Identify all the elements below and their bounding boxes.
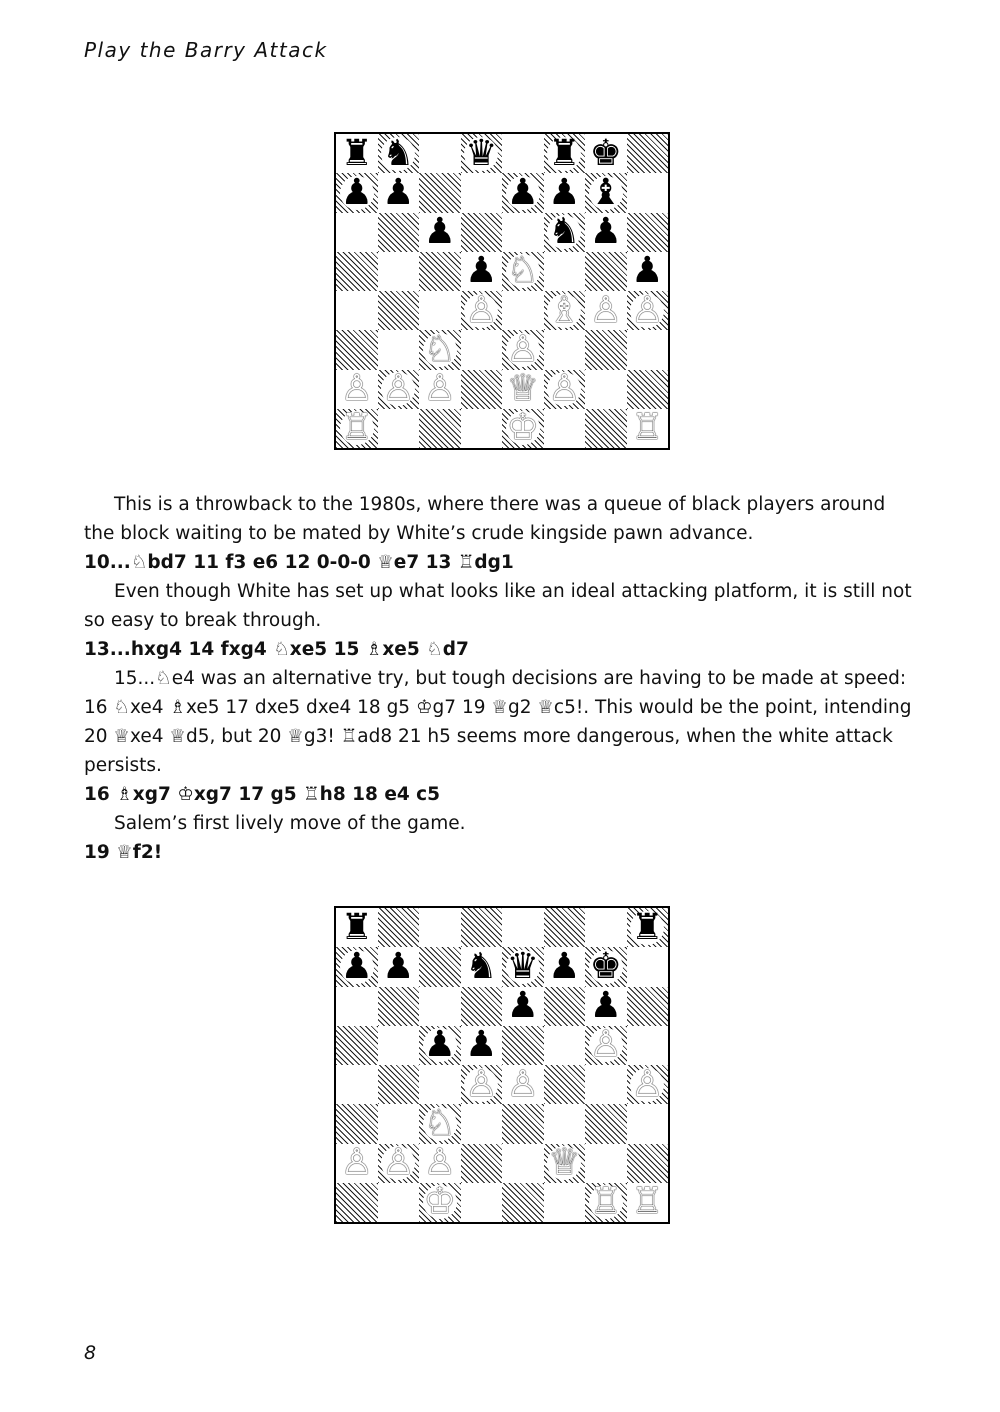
board-square (419, 370, 461, 409)
piece-backing (547, 945, 581, 987)
white-king-icon: ♔ (423, 1181, 456, 1223)
board-square (336, 134, 378, 173)
board-square (419, 1065, 461, 1104)
board-square (336, 1183, 378, 1222)
board-square (627, 252, 669, 291)
board-square (336, 409, 378, 448)
board-square (419, 173, 461, 212)
board-square (419, 1183, 461, 1222)
piece-backing (464, 1024, 498, 1066)
board-square (419, 409, 461, 448)
white-bishop-icon: ♗ (548, 289, 581, 331)
piece-backing (589, 1181, 623, 1223)
white-king-icon: ♔ (506, 407, 539, 449)
board-square (585, 173, 627, 212)
board-square (502, 252, 544, 291)
move-line: 13...hxg4 14 fxg4 ♘xe5 15 ♗xe5 ♘d7 (84, 639, 469, 660)
board-square (585, 1065, 627, 1104)
white-pawn-icon: ♙ (382, 368, 415, 410)
piece-backing (630, 250, 664, 292)
black-pawn-icon: ♟ (465, 250, 498, 292)
black-pawn-icon: ♟ (382, 171, 415, 213)
board-square (544, 134, 586, 173)
black-pawn-icon: ♟ (548, 171, 581, 213)
white-knight-icon: ♘ (506, 250, 539, 292)
board-square (585, 1144, 627, 1183)
piece-backing (423, 1181, 457, 1223)
piece-backing (547, 132, 581, 174)
board-square (502, 1026, 544, 1065)
board-square (544, 947, 586, 986)
piece-backing (547, 368, 581, 410)
white-pawn-icon: ♙ (340, 1142, 373, 1184)
board-square (461, 330, 503, 369)
board-square (627, 1144, 669, 1183)
piece-backing (340, 132, 374, 174)
piece-backing (423, 1142, 457, 1184)
board-square (378, 1183, 420, 1222)
board-square (461, 291, 503, 330)
board-square (585, 987, 627, 1026)
board-square (502, 1065, 544, 1104)
piece-backing (506, 368, 540, 410)
board-square (585, 330, 627, 369)
white-pawn-icon: ♙ (506, 1063, 539, 1105)
piece-backing (340, 945, 374, 987)
piece-backing (423, 328, 457, 370)
board-square (502, 1183, 544, 1222)
board-square (378, 291, 420, 330)
move-line: 16 ♗xg7 ♔xg7 17 g5 ♖h8 18 e4 c5 (84, 784, 441, 805)
black-knight-icon: ♞ (548, 211, 581, 253)
paragraph: This is a throwback to the 1980s, where there was a queue of black players around the block waiting to be mated by White’s crude kingside pawn advance. (84, 494, 886, 544)
piece-backing (423, 1102, 457, 1144)
board-square (502, 1144, 544, 1183)
board-square (627, 908, 669, 947)
white-pawn-icon: ♙ (340, 368, 373, 410)
piece-backing (340, 407, 374, 449)
white-rook-icon: ♖ (631, 407, 664, 449)
black-queen-icon: ♛ (506, 945, 539, 987)
board-square (378, 252, 420, 291)
board-square (544, 173, 586, 212)
board-square (336, 947, 378, 986)
piece-backing (630, 1181, 664, 1223)
paragraph: Even though White has set up what looks like an ideal attacking platform, it is still not so easy to break through. (84, 581, 912, 631)
piece-backing (381, 132, 415, 174)
black-pawn-icon: ♟ (340, 171, 373, 213)
board-square (544, 1026, 586, 1065)
piece-backing (464, 250, 498, 292)
piece-backing (630, 1063, 664, 1105)
board-square (461, 1026, 503, 1065)
white-pawn-icon: ♙ (465, 1063, 498, 1105)
white-rook-icon: ♖ (589, 1181, 622, 1223)
piece-backing (589, 171, 623, 213)
piece-backing (547, 1142, 581, 1184)
board-square (378, 213, 420, 252)
board-square (502, 1104, 544, 1143)
white-queen-icon: ♕ (548, 1142, 581, 1184)
board-square (627, 987, 669, 1026)
board-square (544, 409, 586, 448)
black-pawn-icon: ♟ (589, 985, 622, 1027)
board-square (502, 409, 544, 448)
white-pawn-icon: ♙ (382, 1142, 415, 1184)
board-square (336, 1144, 378, 1183)
board-square (419, 1104, 461, 1143)
black-pawn-icon: ♟ (548, 945, 581, 987)
white-pawn-icon: ♙ (423, 1142, 456, 1184)
white-pawn-icon: ♙ (465, 289, 498, 331)
black-king-icon: ♚ (589, 945, 622, 987)
piece-backing (589, 289, 623, 331)
board-square (336, 987, 378, 1026)
board-square (585, 947, 627, 986)
board-square (461, 1144, 503, 1183)
board-square (502, 987, 544, 1026)
board-square (461, 1183, 503, 1222)
white-pawn-icon: ♙ (631, 1063, 664, 1105)
board-square (461, 213, 503, 252)
board-square (585, 134, 627, 173)
board-square (461, 173, 503, 212)
board-square (419, 252, 461, 291)
board-square (461, 134, 503, 173)
board-square (336, 1104, 378, 1143)
board-square (585, 1026, 627, 1065)
board-square (378, 370, 420, 409)
piece-backing (589, 211, 623, 253)
board-square (336, 1065, 378, 1104)
board-square (627, 1065, 669, 1104)
black-rook-icon: ♜ (340, 132, 373, 174)
board-square (461, 252, 503, 291)
piece-backing (506, 1063, 540, 1105)
move-line: 10...♘bd7 11 f3 e6 12 0-0-0 ♕e7 13 ♖dg1 (84, 552, 514, 573)
board-square (378, 409, 420, 448)
board-square (419, 134, 461, 173)
black-bishop-icon: ♝ (589, 171, 622, 213)
piece-backing (381, 1142, 415, 1184)
board-square (627, 291, 669, 330)
piece-backing (340, 171, 374, 213)
piece-backing (630, 289, 664, 331)
piece-backing (547, 211, 581, 253)
piece-backing (547, 171, 581, 213)
white-knight-icon: ♘ (423, 328, 456, 370)
piece-backing (423, 368, 457, 410)
board-square (461, 908, 503, 947)
board-square (336, 291, 378, 330)
piece-backing (589, 132, 623, 174)
piece-backing (381, 368, 415, 410)
board-square (585, 213, 627, 252)
board-square (627, 1026, 669, 1065)
piece-backing (506, 171, 540, 213)
board-square (461, 1065, 503, 1104)
piece-backing (464, 1063, 498, 1105)
black-pawn-icon: ♟ (340, 945, 373, 987)
black-pawn-icon: ♟ (423, 1024, 456, 1066)
board-square (461, 409, 503, 448)
board-square (419, 947, 461, 986)
board-square (585, 252, 627, 291)
board-square (627, 134, 669, 173)
black-knight-icon: ♞ (465, 945, 498, 987)
board-square (378, 908, 420, 947)
board-square (419, 1144, 461, 1183)
white-pawn-icon: ♙ (506, 328, 539, 370)
board-square (419, 1026, 461, 1065)
board-square (544, 291, 586, 330)
board-square (544, 1144, 586, 1183)
white-knight-icon: ♘ (423, 1102, 456, 1144)
piece-backing (589, 1024, 623, 1066)
piece-backing (630, 906, 664, 948)
board-square (585, 291, 627, 330)
piece-backing (630, 407, 664, 449)
paragraph: 15...♘e4 was an alternative try, but tough decisions are having to be made at speed: 16 ♘xe4 ♗xe5 17 dxe5 dxe4 18 g5 ♔g7 19 ♕g2 ♕c5!. This would be the point, intending 20 ♕xe4 ♕d5, but 20 ♕g3! ♖ad8 21 h5 seems more dangerous, when the white attack persists. (84, 668, 912, 776)
white-rook-icon: ♖ (340, 407, 373, 449)
piece-backing (464, 289, 498, 331)
piece-backing (589, 945, 623, 987)
board-square (544, 908, 586, 947)
black-pawn-icon: ♟ (382, 945, 415, 987)
board-square (378, 1144, 420, 1183)
board-square (336, 908, 378, 947)
white-pawn-icon: ♙ (548, 368, 581, 410)
board-square (336, 330, 378, 369)
black-pawn-icon: ♟ (631, 250, 664, 292)
board-square (378, 1026, 420, 1065)
chess-diagram-1 (334, 132, 670, 450)
board-square (336, 370, 378, 409)
board-square (419, 330, 461, 369)
board-square (585, 1104, 627, 1143)
board-square (502, 908, 544, 947)
white-pawn-icon: ♙ (589, 1024, 622, 1066)
black-knight-icon: ♞ (382, 132, 415, 174)
board-square (336, 173, 378, 212)
paragraph: Salem’s first lively move of the game. (114, 813, 466, 834)
piece-backing (506, 250, 540, 292)
white-pawn-icon: ♙ (631, 289, 664, 331)
board-square (378, 173, 420, 212)
board-square (585, 370, 627, 409)
piece-backing (506, 985, 540, 1027)
board-square (544, 1183, 586, 1222)
black-rook-icon: ♜ (548, 132, 581, 174)
board-square (627, 370, 669, 409)
board-square (585, 1183, 627, 1222)
black-queen-icon: ♛ (465, 132, 498, 174)
board-square (502, 370, 544, 409)
board-square (544, 330, 586, 369)
board-square (502, 213, 544, 252)
board-square (502, 947, 544, 986)
board-square (627, 173, 669, 212)
piece-backing (423, 1024, 457, 1066)
board-square (378, 1104, 420, 1143)
board-square (627, 409, 669, 448)
black-pawn-icon: ♟ (589, 211, 622, 253)
white-pawn-icon: ♙ (589, 289, 622, 331)
board-square (544, 1065, 586, 1104)
white-rook-icon: ♖ (631, 1181, 664, 1223)
board-square (378, 987, 420, 1026)
board-square (419, 987, 461, 1026)
board-square (544, 370, 586, 409)
board-square (627, 330, 669, 369)
board-square (585, 908, 627, 947)
black-pawn-icon: ♟ (423, 211, 456, 253)
board-square (419, 908, 461, 947)
board-square (627, 947, 669, 986)
white-queen-icon: ♕ (506, 368, 539, 410)
text-block-1 (84, 490, 916, 867)
black-king-icon: ♚ (589, 132, 622, 174)
board-square (336, 213, 378, 252)
piece-backing (423, 211, 457, 253)
board-square (461, 370, 503, 409)
board-square (378, 134, 420, 173)
board-square (544, 987, 586, 1026)
page-number: 8 (84, 1342, 97, 1364)
board-square (544, 213, 586, 252)
board-square (378, 947, 420, 986)
black-pawn-icon: ♟ (465, 1024, 498, 1066)
piece-backing (506, 945, 540, 987)
board-square (627, 213, 669, 252)
board-square (544, 1104, 586, 1143)
piece-backing (464, 945, 498, 987)
black-pawn-icon: ♟ (506, 171, 539, 213)
piece-backing (381, 945, 415, 987)
black-rook-icon: ♜ (340, 906, 373, 948)
board-square (378, 1065, 420, 1104)
board-square (544, 252, 586, 291)
piece-backing (589, 985, 623, 1027)
board-square (378, 330, 420, 369)
black-pawn-icon: ♟ (506, 985, 539, 1027)
piece-backing (381, 171, 415, 213)
piece-backing (340, 368, 374, 410)
board-square (585, 409, 627, 448)
board-square (502, 330, 544, 369)
running-head: Play the Barry Attack (84, 38, 328, 62)
board-square (502, 134, 544, 173)
piece-backing (340, 906, 374, 948)
board-square (336, 1026, 378, 1065)
move-line: 19 ♕f2! (84, 842, 163, 863)
board-square (627, 1183, 669, 1222)
piece-backing (506, 407, 540, 449)
piece-backing (547, 289, 581, 331)
chess-diagram-2 (334, 906, 670, 1224)
board-square (419, 213, 461, 252)
white-pawn-icon: ♙ (423, 368, 456, 410)
black-rook-icon: ♜ (631, 906, 664, 948)
board-square (502, 291, 544, 330)
board-square (336, 252, 378, 291)
board-square (461, 947, 503, 986)
board-square (627, 1104, 669, 1143)
board-square (419, 291, 461, 330)
board-square (461, 987, 503, 1026)
piece-backing (506, 328, 540, 370)
piece-backing (340, 1142, 374, 1184)
piece-backing (464, 132, 498, 174)
board-square (502, 173, 544, 212)
board-square (461, 1104, 503, 1143)
